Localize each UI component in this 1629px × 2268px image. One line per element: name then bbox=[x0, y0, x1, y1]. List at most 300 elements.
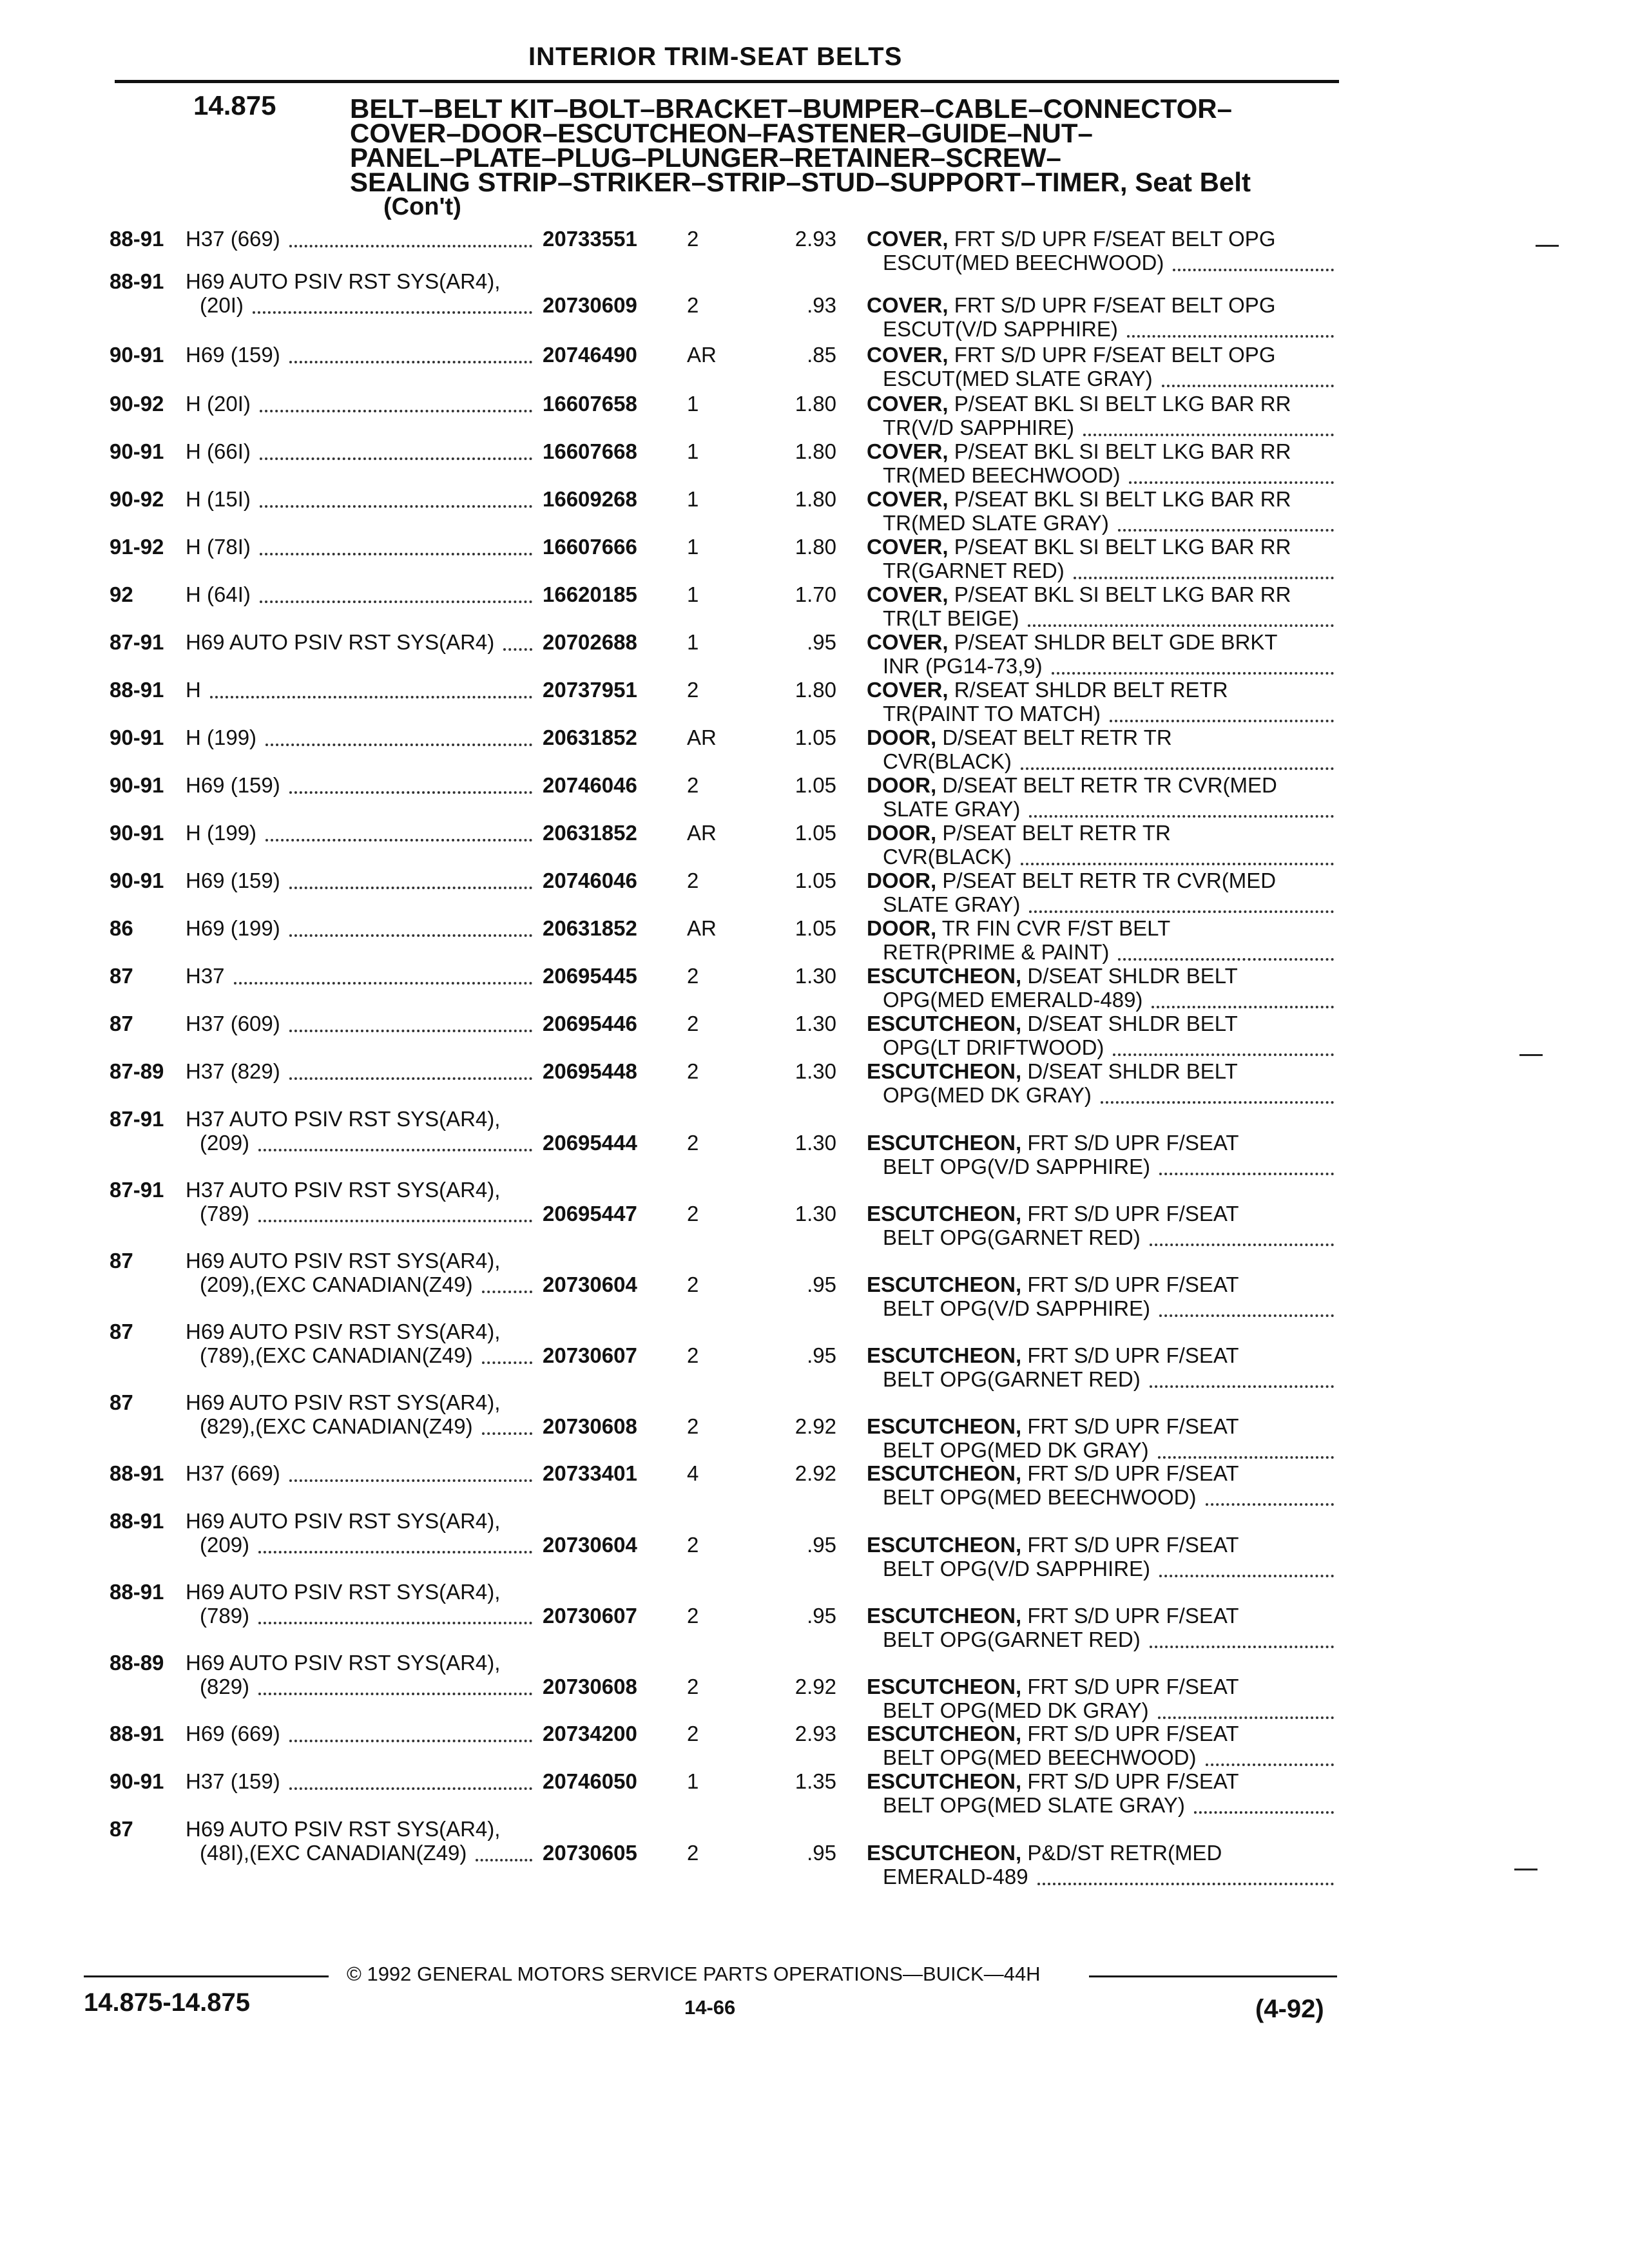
section-title-line: COVER–DOOR–ESCUTCHEON–FASTENER–GUIDE–NUT– bbox=[350, 118, 1093, 148]
price: 2.93 bbox=[795, 227, 836, 251]
model-years: 88-91 bbox=[110, 678, 164, 702]
body-style: H37 (669) bbox=[186, 1461, 280, 1485]
parts-row bbox=[0, 1580, 1629, 1651]
price: 1.35 bbox=[795, 1769, 836, 1793]
body-style: H (66I) bbox=[186, 439, 251, 463]
leader-dots bbox=[482, 1432, 532, 1435]
part-name: ESCUTCHEON, bbox=[867, 1273, 1022, 1296]
price: .95 bbox=[807, 1604, 836, 1628]
description bbox=[867, 1769, 1239, 1794]
quantity: 2 bbox=[687, 1675, 699, 1698]
price: 1.30 bbox=[795, 964, 836, 988]
model-years: 90-91 bbox=[110, 439, 164, 463]
body-style: H (199) bbox=[186, 726, 257, 749]
model-years: 87 bbox=[110, 1390, 133, 1414]
body-style-cont: (789) bbox=[200, 1604, 250, 1628]
model-years: 90-91 bbox=[110, 821, 164, 845]
quantity: 2 bbox=[687, 1841, 699, 1865]
quantity: 2 bbox=[687, 1343, 699, 1367]
part-number: 20695444 bbox=[543, 1131, 637, 1155]
part-name: COVER, bbox=[867, 343, 949, 367]
quantity: 2 bbox=[687, 293, 699, 317]
description-cont: EMERALD-489 bbox=[883, 1865, 1028, 1888]
price: 1.80 bbox=[795, 392, 836, 416]
footer-rule bbox=[1089, 1975, 1337, 1977]
body-style-cont: (789) bbox=[200, 1202, 250, 1225]
leader-dots bbox=[1021, 863, 1334, 865]
description-text: D/SEAT BELT RETR TR CVR(MED bbox=[936, 773, 1277, 797]
description-cont: TR(V/D SAPPHIRE) bbox=[883, 416, 1075, 439]
description-text: D/SEAT BELT RETR TR bbox=[936, 726, 1172, 749]
part-name: ESCUTCHEON, bbox=[867, 1202, 1022, 1225]
part-name: COVER, bbox=[867, 293, 949, 317]
part-name: COVER, bbox=[867, 630, 949, 654]
description-cont: BELT OPG(MED SLATE GRAY) bbox=[883, 1793, 1185, 1817]
part-name: ESCUTCHEON, bbox=[867, 1841, 1022, 1865]
body-style: H37 AUTO PSIV RST SYS(AR4), bbox=[186, 1178, 501, 1202]
part-number: 20702688 bbox=[543, 630, 637, 654]
price: .95 bbox=[807, 1273, 836, 1296]
description bbox=[867, 964, 1238, 988]
description-cont: BELT OPG(GARNET RED) bbox=[883, 1367, 1141, 1391]
leader-dots bbox=[1159, 1314, 1334, 1317]
leader-dots bbox=[1127, 335, 1334, 338]
leader-dots bbox=[1159, 1173, 1334, 1175]
body-style: H69 (159) bbox=[186, 343, 280, 367]
description-cont: TR(LT BEIGE) bbox=[883, 606, 1019, 630]
price: .93 bbox=[807, 293, 836, 317]
revision-date: (4-92) bbox=[1255, 1995, 1324, 2023]
quantity: 2 bbox=[687, 1414, 699, 1438]
description bbox=[867, 821, 1171, 845]
leader-dots bbox=[503, 648, 532, 651]
description bbox=[867, 1414, 1239, 1439]
description-cont: SLATE GRAY) bbox=[883, 892, 1021, 916]
running-head: INTERIOR TRIM-SEAT BELTS bbox=[528, 43, 903, 71]
leader-dots bbox=[1118, 958, 1334, 961]
leader-dots bbox=[1118, 529, 1334, 532]
body-style: H37 (669) bbox=[186, 227, 280, 251]
leader-dots bbox=[289, 1479, 532, 1482]
part-name: DOOR, bbox=[867, 773, 937, 797]
quantity: 2 bbox=[687, 1131, 699, 1155]
part-name: ESCUTCHEON, bbox=[867, 1533, 1022, 1557]
description-cont: CVR(BLACK) bbox=[883, 845, 1012, 869]
page-number: 14-66 bbox=[684, 1996, 736, 2019]
part-number: 20730608 bbox=[543, 1675, 637, 1698]
body-style: H37 bbox=[186, 964, 225, 988]
leader-dots bbox=[1052, 672, 1334, 675]
description bbox=[867, 343, 1276, 367]
leader-dots bbox=[1028, 624, 1334, 627]
body-style: H69 (199) bbox=[186, 916, 280, 940]
description bbox=[867, 1533, 1239, 1557]
leader-dots bbox=[1150, 1385, 1334, 1388]
body-style: H69 AUTO PSIV RST SYS(AR4), bbox=[186, 1651, 501, 1675]
margin-mark bbox=[1536, 245, 1559, 247]
body-style: H37 (159) bbox=[186, 1769, 280, 1793]
description-cont: BELT OPG(GARNET RED) bbox=[883, 1628, 1141, 1651]
price: 1.80 bbox=[795, 535, 836, 559]
body-style: H69 AUTO PSIV RST SYS(AR4), bbox=[186, 1390, 501, 1414]
price: .95 bbox=[807, 1841, 836, 1865]
body-style-cont: (48I),(EXC CANADIAN(Z49) bbox=[200, 1841, 467, 1865]
parts-row bbox=[0, 1249, 1629, 1320]
description-text: FRT S/D UPR F/SEAT bbox=[1021, 1722, 1239, 1745]
part-number: 20695447 bbox=[543, 1202, 637, 1225]
quantity: AR bbox=[687, 821, 717, 845]
quantity: 2 bbox=[687, 1059, 699, 1083]
part-number: 16607668 bbox=[543, 439, 637, 463]
price: 1.30 bbox=[795, 1012, 836, 1035]
part-name: ESCUTCHEON, bbox=[867, 1012, 1022, 1035]
description bbox=[867, 678, 1228, 702]
leader-dots bbox=[289, 1740, 532, 1742]
leader-dots bbox=[1029, 815, 1334, 818]
quantity: 1 bbox=[687, 630, 699, 654]
margin-mark bbox=[1519, 1054, 1543, 1056]
description bbox=[867, 1343, 1239, 1368]
description-text: P/SEAT BKL SI BELT LKG BAR RR bbox=[948, 535, 1291, 559]
leader-dots bbox=[253, 311, 532, 314]
description-cont: SLATE GRAY) bbox=[883, 797, 1021, 821]
model-years: 87 bbox=[110, 1249, 133, 1273]
body-style: H (15I) bbox=[186, 487, 251, 511]
leader-dots bbox=[1021, 767, 1334, 770]
leader-dots bbox=[1206, 1503, 1334, 1506]
body-style: H (20I) bbox=[186, 392, 251, 416]
description bbox=[867, 227, 1276, 251]
margin-mark bbox=[1514, 1869, 1537, 1870]
description-cont: TR(PAINT TO MATCH) bbox=[883, 702, 1101, 726]
description-cont: RETR(PRIME & PAINT) bbox=[883, 940, 1110, 964]
part-number: 20730608 bbox=[543, 1414, 637, 1438]
description-text: R/SEAT SHLDR BELT RETR bbox=[948, 678, 1228, 702]
price: 2.93 bbox=[795, 1722, 836, 1745]
price: 1.05 bbox=[795, 821, 836, 845]
quantity: AR bbox=[687, 343, 717, 367]
quantity: 2 bbox=[687, 1012, 699, 1035]
model-years: 90-92 bbox=[110, 487, 164, 511]
quantity: 2 bbox=[687, 1533, 699, 1557]
part-number: 20730609 bbox=[543, 293, 637, 317]
price: 1.30 bbox=[795, 1131, 836, 1155]
description bbox=[867, 439, 1291, 464]
description-cont: BELT OPG(V/D SAPPHIRE) bbox=[883, 1557, 1151, 1581]
parts-row bbox=[0, 1107, 1629, 1178]
leader-dots bbox=[265, 839, 532, 841]
description-text: D/SEAT SHLDR BELT bbox=[1021, 1059, 1238, 1083]
leader-dots bbox=[258, 1693, 532, 1695]
price: 2.92 bbox=[795, 1461, 836, 1485]
description-text: FRT S/D UPR F/SEAT BELT OPG bbox=[948, 227, 1276, 251]
body-style: H (78I) bbox=[186, 535, 251, 559]
body-style: H69 AUTO PSIV RST SYS(AR4), bbox=[186, 269, 501, 293]
header-rule bbox=[115, 80, 1339, 83]
model-years: 87-91 bbox=[110, 1178, 164, 1202]
description-cont: INR (PG14-73,9) bbox=[883, 654, 1043, 678]
description-cont: TR(GARNET RED) bbox=[883, 559, 1065, 582]
part-name: ESCUTCHEON, bbox=[867, 1769, 1022, 1793]
leader-dots bbox=[289, 245, 532, 247]
quantity: 2 bbox=[687, 1722, 699, 1745]
model-years: 88-91 bbox=[110, 1461, 164, 1485]
section-range: 14.875-14.875 bbox=[84, 1988, 251, 2017]
model-years: 87 bbox=[110, 1320, 133, 1343]
body-style-cont: (789),(EXC CANADIAN(Z49) bbox=[200, 1343, 473, 1367]
model-years: 90-91 bbox=[110, 869, 164, 892]
quantity: 2 bbox=[687, 1273, 699, 1296]
description-cont: BELT OPG(MED DK GRAY) bbox=[883, 1438, 1149, 1462]
leader-dots bbox=[260, 457, 532, 460]
leader-dots bbox=[289, 887, 532, 889]
section-title-line: BELT–BELT KIT–BOLT–BRACKET–BUMPER–CABLE–CONNECTOR– bbox=[350, 93, 1232, 124]
description bbox=[867, 869, 1276, 893]
section-title-line: SEALING STRIP–STRIKER–STRIP–STUD–SUPPORT–TIMER, Seat Belt bbox=[350, 167, 1251, 197]
footer-rule bbox=[84, 1975, 329, 1977]
part-number: 20695446 bbox=[543, 1012, 637, 1035]
leader-dots bbox=[1150, 1646, 1334, 1648]
part-name: ESCUTCHEON, bbox=[867, 1131, 1022, 1155]
description-cont: ESCUT(MED SLATE GRAY) bbox=[883, 367, 1153, 390]
leader-dots bbox=[1074, 577, 1334, 579]
quantity: 2 bbox=[687, 773, 699, 797]
part-number: 20734200 bbox=[543, 1722, 637, 1745]
model-years: 90-91 bbox=[110, 726, 164, 749]
leader-dots bbox=[289, 791, 532, 794]
description-text: D/SEAT SHLDR BELT bbox=[1021, 1012, 1238, 1035]
model-years: 88-91 bbox=[110, 1722, 164, 1745]
price: .85 bbox=[807, 343, 836, 367]
description-cont: OPG(MED EMERALD-489) bbox=[883, 988, 1143, 1012]
description bbox=[867, 773, 1277, 798]
part-number: 16607666 bbox=[543, 535, 637, 559]
quantity: 4 bbox=[687, 1461, 699, 1485]
part-number: 20733401 bbox=[543, 1461, 637, 1485]
description bbox=[867, 535, 1291, 559]
model-years: 88-91 bbox=[110, 269, 164, 293]
leader-dots bbox=[1129, 481, 1334, 484]
body-style-cont: (20I) bbox=[200, 293, 244, 317]
leader-dots bbox=[1158, 1716, 1334, 1719]
description-cont: ESCUT(V/D SAPPHIRE) bbox=[883, 317, 1118, 341]
description bbox=[867, 1675, 1239, 1699]
description-text: FRT S/D UPR F/SEAT bbox=[1021, 1202, 1239, 1225]
part-name: DOOR, bbox=[867, 821, 937, 845]
body-style-cont: (209) bbox=[200, 1533, 250, 1557]
body-style: H69 AUTO PSIV RST SYS(AR4) bbox=[186, 630, 495, 654]
part-number: 20730607 bbox=[543, 1604, 637, 1628]
body-style: H69 AUTO PSIV RST SYS(AR4), bbox=[186, 1249, 501, 1273]
leader-dots bbox=[1152, 1006, 1334, 1008]
leader-dots bbox=[289, 1787, 532, 1790]
part-number: 20695445 bbox=[543, 964, 637, 988]
price: 1.05 bbox=[795, 869, 836, 892]
quantity: 2 bbox=[687, 964, 699, 988]
body-style-cont: (829) bbox=[200, 1675, 250, 1698]
part-number: 16607658 bbox=[543, 392, 637, 416]
part-number: 20733551 bbox=[543, 227, 637, 251]
description bbox=[867, 293, 1276, 318]
description bbox=[867, 1461, 1239, 1486]
description-text: P&D/ST RETR(MED bbox=[1021, 1841, 1222, 1865]
price: 1.80 bbox=[795, 439, 836, 463]
description-text: P/SEAT BKL SI BELT LKG BAR RR bbox=[948, 439, 1291, 463]
part-name: DOOR, bbox=[867, 916, 937, 940]
leader-dots bbox=[210, 696, 532, 698]
model-years: 87 bbox=[110, 1012, 133, 1035]
description-cont: CVR(BLACK) bbox=[883, 749, 1012, 773]
quantity: 1 bbox=[687, 439, 699, 463]
parts-row bbox=[0, 1390, 1629, 1461]
price: .95 bbox=[807, 1533, 836, 1557]
part-number: 20746046 bbox=[543, 869, 637, 892]
parts-row bbox=[0, 1320, 1629, 1390]
model-years: 90-91 bbox=[110, 773, 164, 797]
part-name: ESCUTCHEON, bbox=[867, 1461, 1022, 1485]
body-style: H37 AUTO PSIV RST SYS(AR4), bbox=[186, 1107, 501, 1131]
parts-row bbox=[0, 269, 1629, 340]
part-number: 20746490 bbox=[543, 343, 637, 367]
body-style: H (64I) bbox=[186, 582, 251, 606]
description-cont: BELT OPG(V/D SAPPHIRE) bbox=[883, 1296, 1151, 1320]
part-name: COVER, bbox=[867, 392, 949, 416]
quantity: 1 bbox=[687, 487, 699, 511]
section-number: 14.875 bbox=[193, 90, 276, 120]
price: 2.92 bbox=[795, 1675, 836, 1698]
leader-dots bbox=[258, 1551, 532, 1553]
parts-row bbox=[0, 1651, 1629, 1722]
quantity: 2 bbox=[687, 1202, 699, 1225]
model-years: 90-91 bbox=[110, 343, 164, 367]
model-years: 92 bbox=[110, 582, 133, 606]
description-cont: TR(MED SLATE GRAY) bbox=[883, 511, 1109, 535]
description-text: FRT S/D UPR F/SEAT bbox=[1021, 1273, 1239, 1296]
description bbox=[867, 726, 1172, 750]
part-number: 20631852 bbox=[543, 916, 637, 940]
body-style-cont: (209),(EXC CANADIAN(Z49) bbox=[200, 1273, 473, 1296]
description-text: P/SEAT BKL SI BELT LKG BAR RR bbox=[948, 487, 1291, 511]
leader-dots bbox=[482, 1361, 532, 1364]
part-name: COVER, bbox=[867, 439, 949, 463]
price: 1.05 bbox=[795, 773, 836, 797]
description-text: P/SEAT BKL SI BELT LKG BAR RR bbox=[948, 392, 1291, 416]
body-style: H69 AUTO PSIV RST SYS(AR4), bbox=[186, 1817, 501, 1841]
leader-dots bbox=[258, 1622, 532, 1624]
description-cont: BELT OPG(V/D SAPPHIRE) bbox=[883, 1155, 1151, 1178]
leader-dots bbox=[258, 1220, 532, 1222]
leader-dots bbox=[260, 601, 532, 603]
body-style: H69 AUTO PSIV RST SYS(AR4), bbox=[186, 1320, 501, 1343]
description-text: FRT S/D UPR F/SEAT BELT OPG bbox=[948, 293, 1276, 317]
leader-dots bbox=[482, 1291, 532, 1293]
description-text: P/SEAT SHLDR BELT GDE BRKT bbox=[948, 630, 1278, 654]
quantity: 2 bbox=[687, 1604, 699, 1628]
description bbox=[867, 1841, 1222, 1865]
description-text: FRT S/D UPR F/SEAT bbox=[1021, 1461, 1239, 1485]
body-style: H69 (669) bbox=[186, 1722, 280, 1745]
part-name: COVER, bbox=[867, 535, 949, 559]
description bbox=[867, 1604, 1239, 1628]
leader-dots bbox=[1159, 1575, 1334, 1577]
body-style: H69 AUTO PSIV RST SYS(AR4), bbox=[186, 1580, 501, 1604]
leader-dots bbox=[1194, 1811, 1334, 1814]
copyright-notice: © 1992 GENERAL MOTORS SERVICE PARTS OPERATIONS—BUICK—44H bbox=[347, 1963, 1041, 1985]
model-years: 88-91 bbox=[110, 227, 164, 251]
part-name: DOOR, bbox=[867, 726, 937, 749]
leader-dots bbox=[1206, 1763, 1334, 1766]
model-years: 87-89 bbox=[110, 1059, 164, 1083]
model-years: 91-92 bbox=[110, 535, 164, 559]
part-number: 20631852 bbox=[543, 726, 637, 749]
description-text: P/SEAT BKL SI BELT LKG BAR RR bbox=[948, 582, 1291, 606]
description bbox=[867, 1273, 1239, 1297]
quantity: AR bbox=[687, 916, 717, 940]
model-years: 87 bbox=[110, 1817, 133, 1841]
price: 1.05 bbox=[795, 726, 836, 749]
part-number: 20730604 bbox=[543, 1533, 637, 1557]
leader-dots bbox=[289, 1030, 532, 1032]
description bbox=[867, 1722, 1239, 1746]
model-years: 88-91 bbox=[110, 1580, 164, 1604]
part-name: COVER, bbox=[867, 582, 949, 606]
description-cont: ESCUT(MED BEECHWOOD) bbox=[883, 251, 1164, 274]
leader-dots bbox=[260, 505, 532, 508]
body-style: H69 AUTO PSIV RST SYS(AR4), bbox=[186, 1509, 501, 1533]
model-years: 90-91 bbox=[110, 1769, 164, 1793]
section-title bbox=[350, 93, 1355, 197]
description-text: D/SEAT SHLDR BELT bbox=[1021, 964, 1238, 988]
price: 1.05 bbox=[795, 916, 836, 940]
description bbox=[867, 392, 1291, 416]
description bbox=[867, 487, 1291, 512]
part-number: 16620185 bbox=[543, 582, 637, 606]
part-name: ESCUTCHEON, bbox=[867, 1675, 1022, 1698]
parts-row bbox=[0, 1178, 1629, 1249]
part-name: ESCUTCHEON, bbox=[867, 1343, 1022, 1367]
model-years: 87-91 bbox=[110, 630, 164, 654]
leader-dots bbox=[1158, 1456, 1334, 1459]
model-years: 88-89 bbox=[110, 1651, 164, 1675]
description-text: FRT S/D UPR F/SEAT bbox=[1021, 1414, 1239, 1438]
part-number: 20730607 bbox=[543, 1343, 637, 1367]
quantity: 1 bbox=[687, 1769, 699, 1793]
part-number: 20746046 bbox=[543, 773, 637, 797]
part-name: DOOR, bbox=[867, 869, 937, 892]
leader-dots bbox=[265, 744, 532, 746]
part-number: 20631852 bbox=[543, 821, 637, 845]
model-years: 87 bbox=[110, 964, 133, 988]
quantity: 1 bbox=[687, 582, 699, 606]
model-years: 86 bbox=[110, 916, 133, 940]
description-cont: BELT OPG(MED DK GRAY) bbox=[883, 1698, 1149, 1722]
leader-dots bbox=[234, 982, 532, 985]
description bbox=[867, 1059, 1238, 1084]
leader-dots bbox=[476, 1859, 532, 1861]
description-cont: TR(MED BEECHWOOD) bbox=[883, 463, 1121, 487]
description-cont: BELT OPG(MED BEECHWOOD) bbox=[883, 1485, 1197, 1509]
part-name: COVER, bbox=[867, 227, 949, 251]
model-years: 87-91 bbox=[110, 1107, 164, 1131]
quantity: 2 bbox=[687, 678, 699, 702]
body-style: H69 (159) bbox=[186, 869, 280, 892]
description-text: P/SEAT BELT RETR TR bbox=[936, 821, 1171, 845]
description-cont: BELT OPG(MED BEECHWOOD) bbox=[883, 1745, 1197, 1769]
description-text: FRT S/D UPR F/SEAT bbox=[1021, 1343, 1239, 1367]
leader-dots bbox=[289, 934, 532, 937]
leader-dots bbox=[289, 1077, 532, 1080]
leader-dots bbox=[1162, 385, 1334, 387]
